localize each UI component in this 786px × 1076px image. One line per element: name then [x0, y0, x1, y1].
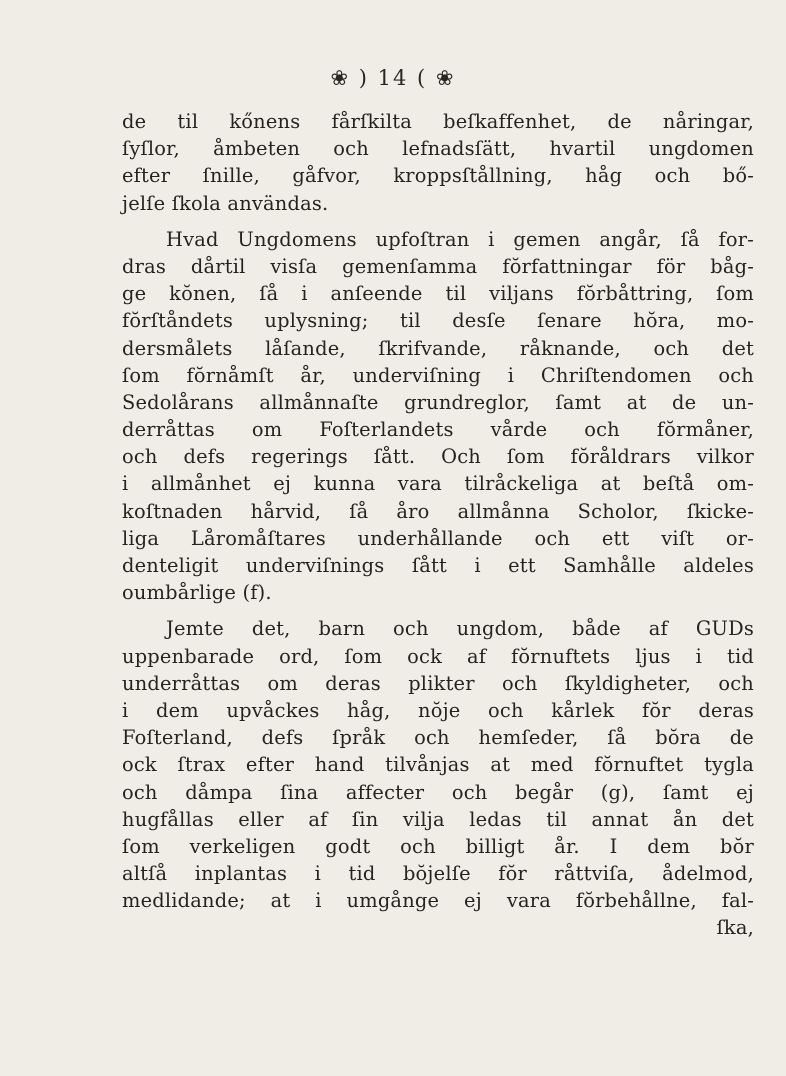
text-line: dersmålets låſande, ſkrifvande, råknande, och det — [122, 336, 754, 360]
page-header: ❀ ) 14 ( ❀ — [330, 66, 456, 90]
text-line: koſtnaden hårvid, ſå åro allmånna Scholor, ſkicke- — [122, 499, 754, 523]
text-line: underråttas om deras plikter och ſkyldigheter, och — [122, 671, 754, 695]
text-line: Sedolårans allmånnaſte grundreglor, ſamt at de un- — [122, 390, 754, 414]
catchword: ſka, — [716, 916, 754, 940]
text-line: ſom verkeligen godt och billigt år. I dem bŏr — [122, 834, 754, 858]
text-line: derråttas om Foſterlandets vårde och fŏrmåner, — [122, 418, 754, 442]
text-line: dras dårtil visſa gemenſamma fŏrfattningar för båg- — [122, 254, 754, 278]
text-line: oumbårlige (f). — [122, 581, 272, 605]
text-line: efter ſnille, gåfvor, kroppsſtållning, håg och bő- — [122, 164, 754, 188]
text-line: medlidande; at i umgånge ej vara fŏrbehållne, fal- — [122, 889, 754, 913]
text-line: ſom fŏrnåmſt år, underviſning i Chriſtendomen och — [122, 363, 754, 387]
text-line: uppenbarade ord, ſom ock af fŏrnuftets ljus i tid — [122, 644, 754, 668]
text-line: i allmånhet ej kunna vara tilråckeliga at beſtå om- — [122, 472, 754, 496]
text-line: de til kőnens fårſkilta beſkaffenhet, de nåringar, — [122, 110, 754, 133]
text-line: ge kŏnen, ſå i anſeende til viljans fŏrbåttring, ſom — [122, 282, 754, 306]
text-line: altſå inplantas i tid bŏjelſe fŏr råttviſa, ådelmod, — [122, 862, 754, 886]
text-line: Jemte det, barn och ungdom, både af GUDs — [166, 617, 754, 641]
text-line: ſyſlor, åmbeten och lefnadsſätt, hvartil ungdomen — [122, 137, 754, 161]
text-line: fŏrſtåndets uplysning; til desſe ſenare hŏra, mo- — [122, 309, 754, 333]
text-line: i dem upvåckes håg, nŏje och kårlek fŏr deras — [122, 698, 754, 722]
text-line: ock ſtrax efter hand tilvånjas at med fŏrnuftet tygla — [122, 753, 754, 777]
text-line: och defs regerings ſått. Och ſom fŏråldrars vilkor — [122, 445, 754, 469]
text-line: liga Låromåſtares underhållande och ett viſt or- — [122, 526, 754, 550]
text-line: Foſterland, defs ſpråk och hemſeder, ſå bŏra de — [122, 726, 754, 750]
text-line: och dåmpa ſina affecter och begår (g), ſamt ej — [122, 780, 754, 804]
text-line: denteligit underviſnings ſått i ett Samhålle aldeles — [122, 554, 754, 577]
text-line: Hvad Ungdomens upfoſtran i gemen angår, ſå for- — [166, 227, 754, 251]
text-line: jelſe ſkola användas. — [122, 191, 329, 215]
text-line: hugfållas eller af ſin vilja ledas til annat ån det — [122, 807, 754, 831]
body-text — [122, 108, 754, 942]
